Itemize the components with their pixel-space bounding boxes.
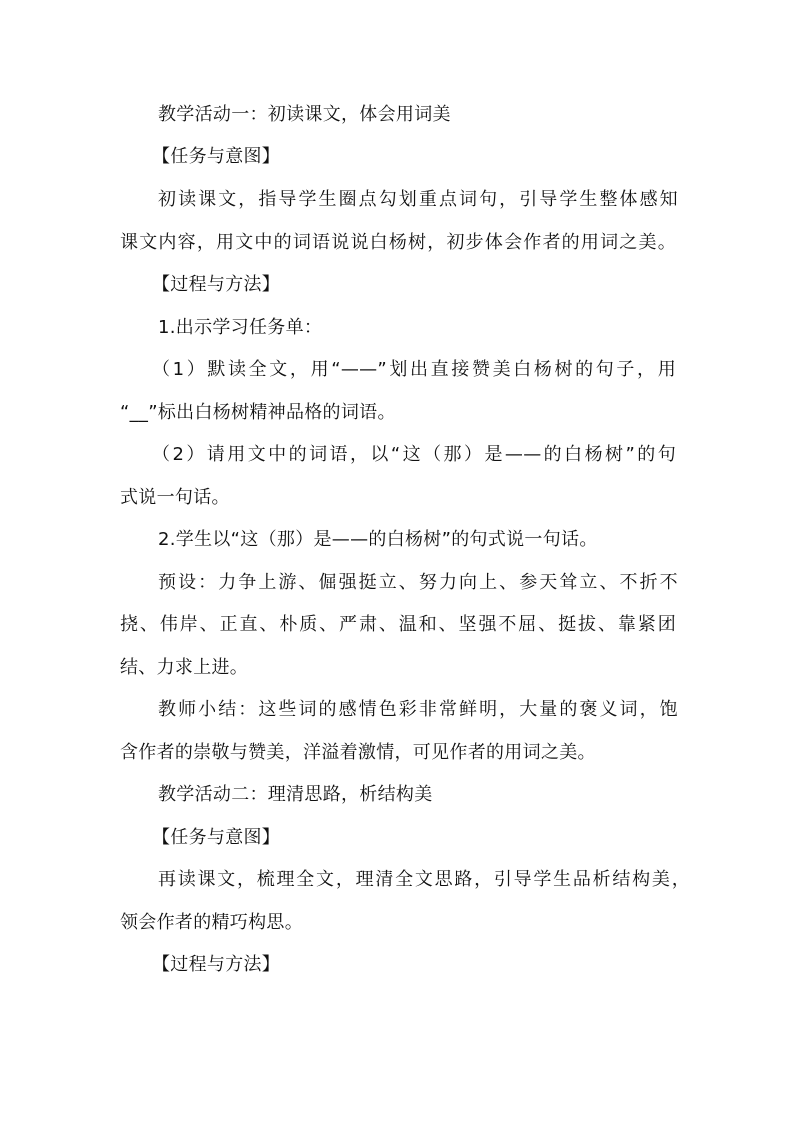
task-intent-heading: 【任务与意图】	[152, 827, 281, 848]
list-item: 2.学生以“这（那）是——的白杨树”的句式说一句话。	[158, 529, 598, 550]
paragraph-line: 预设：力争上游、倔强挺立、努力向上、参天耸立、不折不	[158, 572, 678, 593]
paragraph-line: 结、力求上进。	[120, 657, 249, 678]
paragraph-line: 再读课文，梳理全文，理清全文思路，引导学生品析结构美，	[158, 869, 690, 890]
paragraph-line: 含作者的崇敬与赞美，洋溢着激情，可见作者的用词之美。	[120, 742, 596, 763]
process-method-heading: 【过程与方法】	[152, 954, 281, 975]
paragraph-line: 挠、伟岸、正直、朴质、严肃、温和、坚强不屈、挺拔、靠紧团	[120, 614, 676, 635]
paragraph-line: 教师小结：这些词的感情色彩非常鲜明，大量的褒义词，饱	[158, 699, 678, 720]
paragraph-line: 初读课文，指导学生圈点勾划重点词句，引导学生整体感知	[158, 189, 678, 210]
paragraph-line: 领会作者的精巧构思。	[120, 912, 303, 933]
paragraph-line: （1）默读全文，用“——”划出直接赞美白杨树的句子，用	[152, 359, 676, 380]
list-item: 1.出示学习任务单：	[158, 317, 323, 338]
process-method-heading: 【过程与方法】	[152, 274, 281, 295]
activity-one-heading: 教学活动一：初读课文，体会用词美	[158, 104, 451, 125]
paragraph-line: 课文内容，用文中的词语说说白杨树，初步体会作者的用词之美。	[120, 232, 676, 253]
activity-two-heading: 教学活动二：理清思路，析结构美	[158, 784, 433, 805]
task-intent-heading: 【任务与意图】	[152, 146, 281, 167]
paragraph-line: （2）请用文中的词语，以“这（那）是——的白杨树”的句	[152, 444, 676, 465]
paragraph-line: 式说一句话。	[120, 487, 230, 508]
paragraph-line: “__”标出白杨树精神品格的词语。	[120, 402, 396, 423]
